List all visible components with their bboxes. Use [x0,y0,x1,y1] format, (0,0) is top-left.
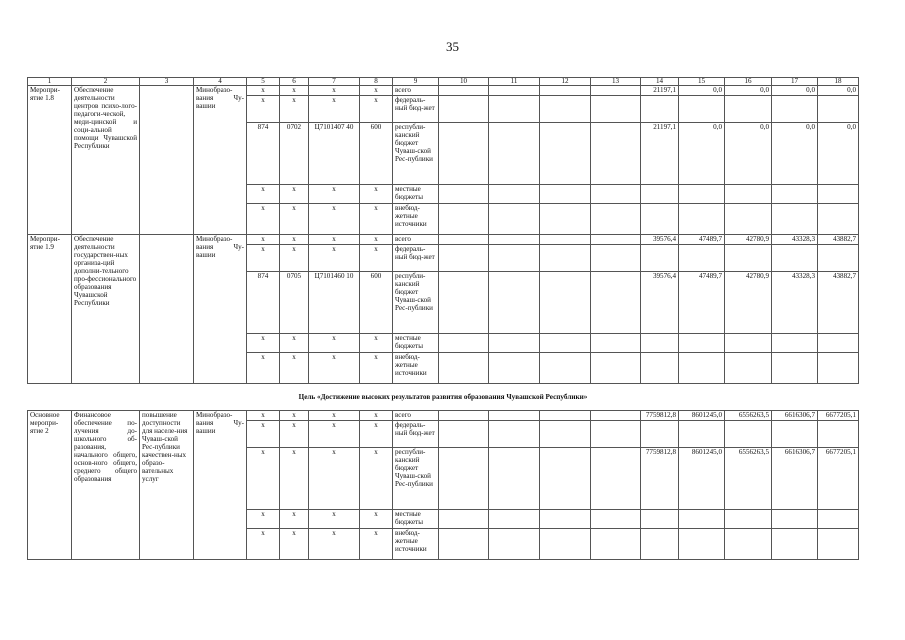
amount-cell: 42780,9 [725,272,772,334]
amount-cell [818,185,859,204]
amount-cell [641,204,679,235]
expense-type-cell: x [360,421,393,448]
empty-cell [540,235,591,245]
empty-cell [591,421,641,448]
funding-source-cell: всего [393,235,439,245]
section-code-cell: 0705 [280,272,309,334]
section-code-cell: x [280,510,309,529]
expense-type-cell: x [360,204,393,235]
empty-cell [489,185,540,204]
amount-cell: 8601245,0 [679,411,725,421]
funding-source-cell: федераль-ный бюд-жет [393,96,439,123]
section-code-cell: x [280,353,309,384]
amount-cell: 0,0 [679,123,725,185]
amount-cell [772,421,818,448]
funding-source-cell: всего [393,411,439,421]
amount-cell: 43328,3 [772,272,818,334]
amount-cell [641,510,679,529]
amount-cell [818,510,859,529]
header-cell: 6 [280,78,309,86]
target-article-cell: x [309,185,360,204]
amount-cell [818,353,859,384]
empty-cell [489,245,540,272]
amount-cell: 0,0 [772,123,818,185]
measure-name: Меропри-ятие 1.8 [28,86,72,235]
amount-cell [725,204,772,235]
amount-cell [772,245,818,272]
empty-cell [439,334,489,353]
empty-cell [591,411,641,421]
grbs-code-cell: x [247,235,280,245]
amount-cell: 6677205,1 [818,411,859,421]
expense-type-cell: x [360,353,393,384]
empty-cell [489,448,540,510]
section-code-cell: x [280,185,309,204]
empty-cell [489,123,540,185]
empty-cell [591,235,641,245]
header-cell: 9 [393,78,439,86]
header-cell: 7 [309,78,360,86]
empty-cell [439,272,489,334]
amount-cell: 8601245,0 [679,448,725,510]
empty-cell [489,272,540,334]
empty-cell [489,235,540,245]
goal-heading: Цель «Достижение высоких результатов развития образования Чувашской Республики» [28,384,859,411]
empty-cell [489,334,540,353]
amount-cell [641,421,679,448]
grbs-code-cell: x [247,411,280,421]
amount-cell [772,96,818,123]
amount-cell [679,353,725,384]
funding-source-cell: федераль-ный бюд-жет [393,245,439,272]
amount-cell [818,245,859,272]
amount-cell [818,334,859,353]
header-cell: 3 [140,78,194,86]
header-row [28,78,859,86]
funding-source-cell: внебюд-жетные источники [393,353,439,384]
empty-cell [540,411,591,421]
amount-cell [725,96,772,123]
grbs-code-cell: x [247,245,280,272]
amount-cell [772,353,818,384]
expense-type-cell: x [360,245,393,272]
amount-cell: 42780,9 [725,235,772,245]
header-cell: 13 [591,78,641,86]
target-article-cell: x [309,448,360,510]
funding-source-cell: местные бюджеты [393,510,439,529]
amount-cell: 0,0 [818,123,859,185]
grbs-code-cell: x [247,510,280,529]
table-row [28,235,859,245]
grbs-code-cell: x [247,529,280,560]
section-code-cell: x [280,448,309,510]
amount-cell: 47489,7 [679,235,725,245]
target-article-cell: Ц7101407 40 [309,123,360,185]
target-article-cell: x [309,334,360,353]
amount-cell [772,185,818,204]
amount-cell: 47489,7 [679,272,725,334]
empty-cell [439,510,489,529]
empty-cell [591,510,641,529]
grbs-code-cell: x [247,334,280,353]
grbs-code-cell: x [247,353,280,384]
expense-type-cell: 600 [360,272,393,334]
measure-executor: Минобразо-вания Чу-вашии [194,86,247,235]
expense-type-cell: x [360,96,393,123]
empty-cell [489,86,540,96]
section-code-cell: x [280,411,309,421]
amount-cell [679,204,725,235]
target-article-cell: x [309,529,360,560]
funding-source-cell: республи-канский бюджет Чуваш-ской Рес-публики [393,123,439,185]
target-article-cell: x [309,411,360,421]
amount-cell [641,529,679,560]
grbs-code-cell: 874 [247,272,280,334]
target-article-cell: x [309,235,360,245]
funding-source-cell: внебюд-жетные источники [393,529,439,560]
funding-source-cell: всего [393,86,439,96]
amount-cell [725,529,772,560]
empty-cell [540,448,591,510]
amount-cell [679,185,725,204]
funding-source-cell: местные бюджеты [393,185,439,204]
empty-cell [489,421,540,448]
empty-cell [489,96,540,123]
amount-cell: 21197,1 [641,123,679,185]
grbs-code-cell: x [247,86,280,96]
funding-source-cell: внебюд-жетные источники [393,204,439,235]
header-cell: 17 [772,78,818,86]
grbs-code-cell: x [247,448,280,510]
empty-cell [591,272,641,334]
page-number: 35 [446,39,459,54]
amount-cell: 6677205,1 [818,448,859,510]
amount-cell [679,529,725,560]
empty-cell [540,529,591,560]
goal-row [28,384,859,411]
expense-type-cell: x [360,529,393,560]
empty-cell [591,123,641,185]
amount-cell [772,334,818,353]
amount-cell [641,353,679,384]
funding-source-cell: республи-канский бюджет Чуваш-ской Рес-публики [393,272,439,334]
measure-description: Обеспечение деятельности центров психо-лого-педагоги-ческой, меди-цинской и соци-альной помощи Чувашской Республики [72,86,140,235]
amount-cell [641,185,679,204]
amount-cell [725,421,772,448]
empty-cell [591,185,641,204]
empty-cell [540,421,591,448]
funding-source-cell: федераль-ный бюд-жет [393,421,439,448]
measure-executor: Минобразо-вания Чу-вашии [194,411,247,560]
measure-executor: Минобразо-вания Чу-вашии [194,235,247,384]
empty-cell [591,334,641,353]
amount-cell: 0,0 [818,86,859,96]
section-code-cell: 0702 [280,123,309,185]
empty-cell [540,510,591,529]
amount-cell [641,245,679,272]
empty-cell [591,96,641,123]
section-code-cell: x [280,421,309,448]
funding-source-cell: местные бюджеты [393,334,439,353]
budget-table [27,77,859,560]
empty-cell [540,353,591,384]
header-cell: 18 [818,78,859,86]
section-code-cell: x [280,235,309,245]
empty-cell [439,421,489,448]
empty-cell [439,411,489,421]
amount-cell: 43882,7 [818,272,859,334]
empty-cell [439,235,489,245]
header-cell: 4 [194,78,247,86]
expense-type-cell: x [360,448,393,510]
empty-cell [540,245,591,272]
measure-result [140,235,194,384]
section-code-cell: x [280,204,309,235]
amount-cell [725,245,772,272]
grbs-code-cell: x [247,185,280,204]
empty-cell [540,86,591,96]
empty-cell [591,245,641,272]
grbs-code-cell: x [247,96,280,123]
amount-cell [818,529,859,560]
amount-cell: 0,0 [725,123,772,185]
target-article-cell: x [309,510,360,529]
amount-cell [818,96,859,123]
funding-source-cell: республи-канский бюджет Чуваш-ской Рес-публики [393,448,439,510]
expense-type-cell: 600 [360,123,393,185]
empty-cell [439,96,489,123]
target-article-cell: Ц7101460 10 [309,272,360,334]
amount-cell: 43328,3 [772,235,818,245]
amount-cell [679,96,725,123]
amount-cell: 0,0 [679,86,725,96]
amount-cell [679,510,725,529]
measure-description: Финансовое обеспечение по-лучения до-школьного об-разования, начального общего, основ-ного общего, среднего общего образования [72,411,140,560]
amount-cell: 6616306,7 [772,411,818,421]
empty-cell [540,204,591,235]
amount-cell [772,204,818,235]
empty-cell [591,353,641,384]
section-code-cell: x [280,96,309,123]
empty-cell [489,411,540,421]
empty-cell [540,123,591,185]
amount-cell: 43882,7 [818,235,859,245]
amount-cell [772,510,818,529]
amount-cell [818,204,859,235]
table-row [28,86,859,96]
table-row [28,411,859,421]
empty-cell [591,86,641,96]
amount-cell: 7759812,8 [641,411,679,421]
empty-cell [540,96,591,123]
empty-cell [439,185,489,204]
expense-type-cell: x [360,235,393,245]
target-article-cell: x [309,353,360,384]
amount-cell [641,96,679,123]
amount-cell [679,245,725,272]
header-cell: 1 [28,78,72,86]
empty-cell [439,448,489,510]
empty-cell [439,353,489,384]
amount-cell [725,334,772,353]
empty-cell [439,529,489,560]
expense-type-cell: x [360,185,393,204]
amount-cell [725,353,772,384]
amount-cell: 6556263,5 [725,448,772,510]
empty-cell [439,123,489,185]
header-cell: 12 [540,78,591,86]
target-article-cell: x [309,245,360,272]
empty-cell [439,204,489,235]
measure-result [140,86,194,235]
measure-name: Меропри-ятие 1.9 [28,235,72,384]
empty-cell [540,185,591,204]
empty-cell [540,334,591,353]
expense-type-cell: x [360,334,393,353]
empty-cell [489,353,540,384]
section-code-cell: x [280,86,309,96]
amount-cell: 21197,1 [641,86,679,96]
empty-cell [540,272,591,334]
target-article-cell: x [309,421,360,448]
header-cell: 15 [679,78,725,86]
header-cell: 10 [439,78,489,86]
expense-type-cell: x [360,86,393,96]
amount-cell: 7759812,8 [641,448,679,510]
amount-cell [679,334,725,353]
amount-cell: 6556263,5 [725,411,772,421]
target-article-cell: x [309,204,360,235]
empty-cell [591,204,641,235]
amount-cell [725,510,772,529]
header-cell: 2 [72,78,140,86]
amount-cell: 39576,4 [641,235,679,245]
header-cell: 8 [360,78,393,86]
empty-cell [591,448,641,510]
header-cell: 16 [725,78,772,86]
measure-name: Основное меропри-ятие 2 [28,411,72,560]
header-cell: 11 [489,78,540,86]
section-code-cell: x [280,529,309,560]
target-article-cell: x [309,86,360,96]
amount-cell: 39576,4 [641,272,679,334]
grbs-code-cell: x [247,421,280,448]
amount-cell: 6616306,7 [772,448,818,510]
section-code-cell: x [280,334,309,353]
empty-cell [489,510,540,529]
empty-cell [439,86,489,96]
empty-cell [489,529,540,560]
measure-result: повышение доступности для населе-ния Чуваш-ской Рес-публики качествен-ных образо-вательных услуг [140,411,194,560]
amount-cell: 0,0 [725,86,772,96]
grbs-code-cell: 874 [247,123,280,185]
empty-cell [439,245,489,272]
amount-cell [641,334,679,353]
header-cell: 5 [247,78,280,86]
amount-cell: 0,0 [772,86,818,96]
header-cell: 14 [641,78,679,86]
target-article-cell: x [309,96,360,123]
amount-cell [818,421,859,448]
measure-description: Обеспечение деятельности государствен-ных организа-ций дополни-тельного про-фессионального образования Чувашской Республики [72,235,140,384]
expense-type-cell: x [360,411,393,421]
section-code-cell: x [280,245,309,272]
empty-cell [489,204,540,235]
amount-cell [772,529,818,560]
amount-cell [679,421,725,448]
grbs-code-cell: x [247,204,280,235]
amount-cell [725,185,772,204]
expense-type-cell: x [360,510,393,529]
empty-cell [591,529,641,560]
